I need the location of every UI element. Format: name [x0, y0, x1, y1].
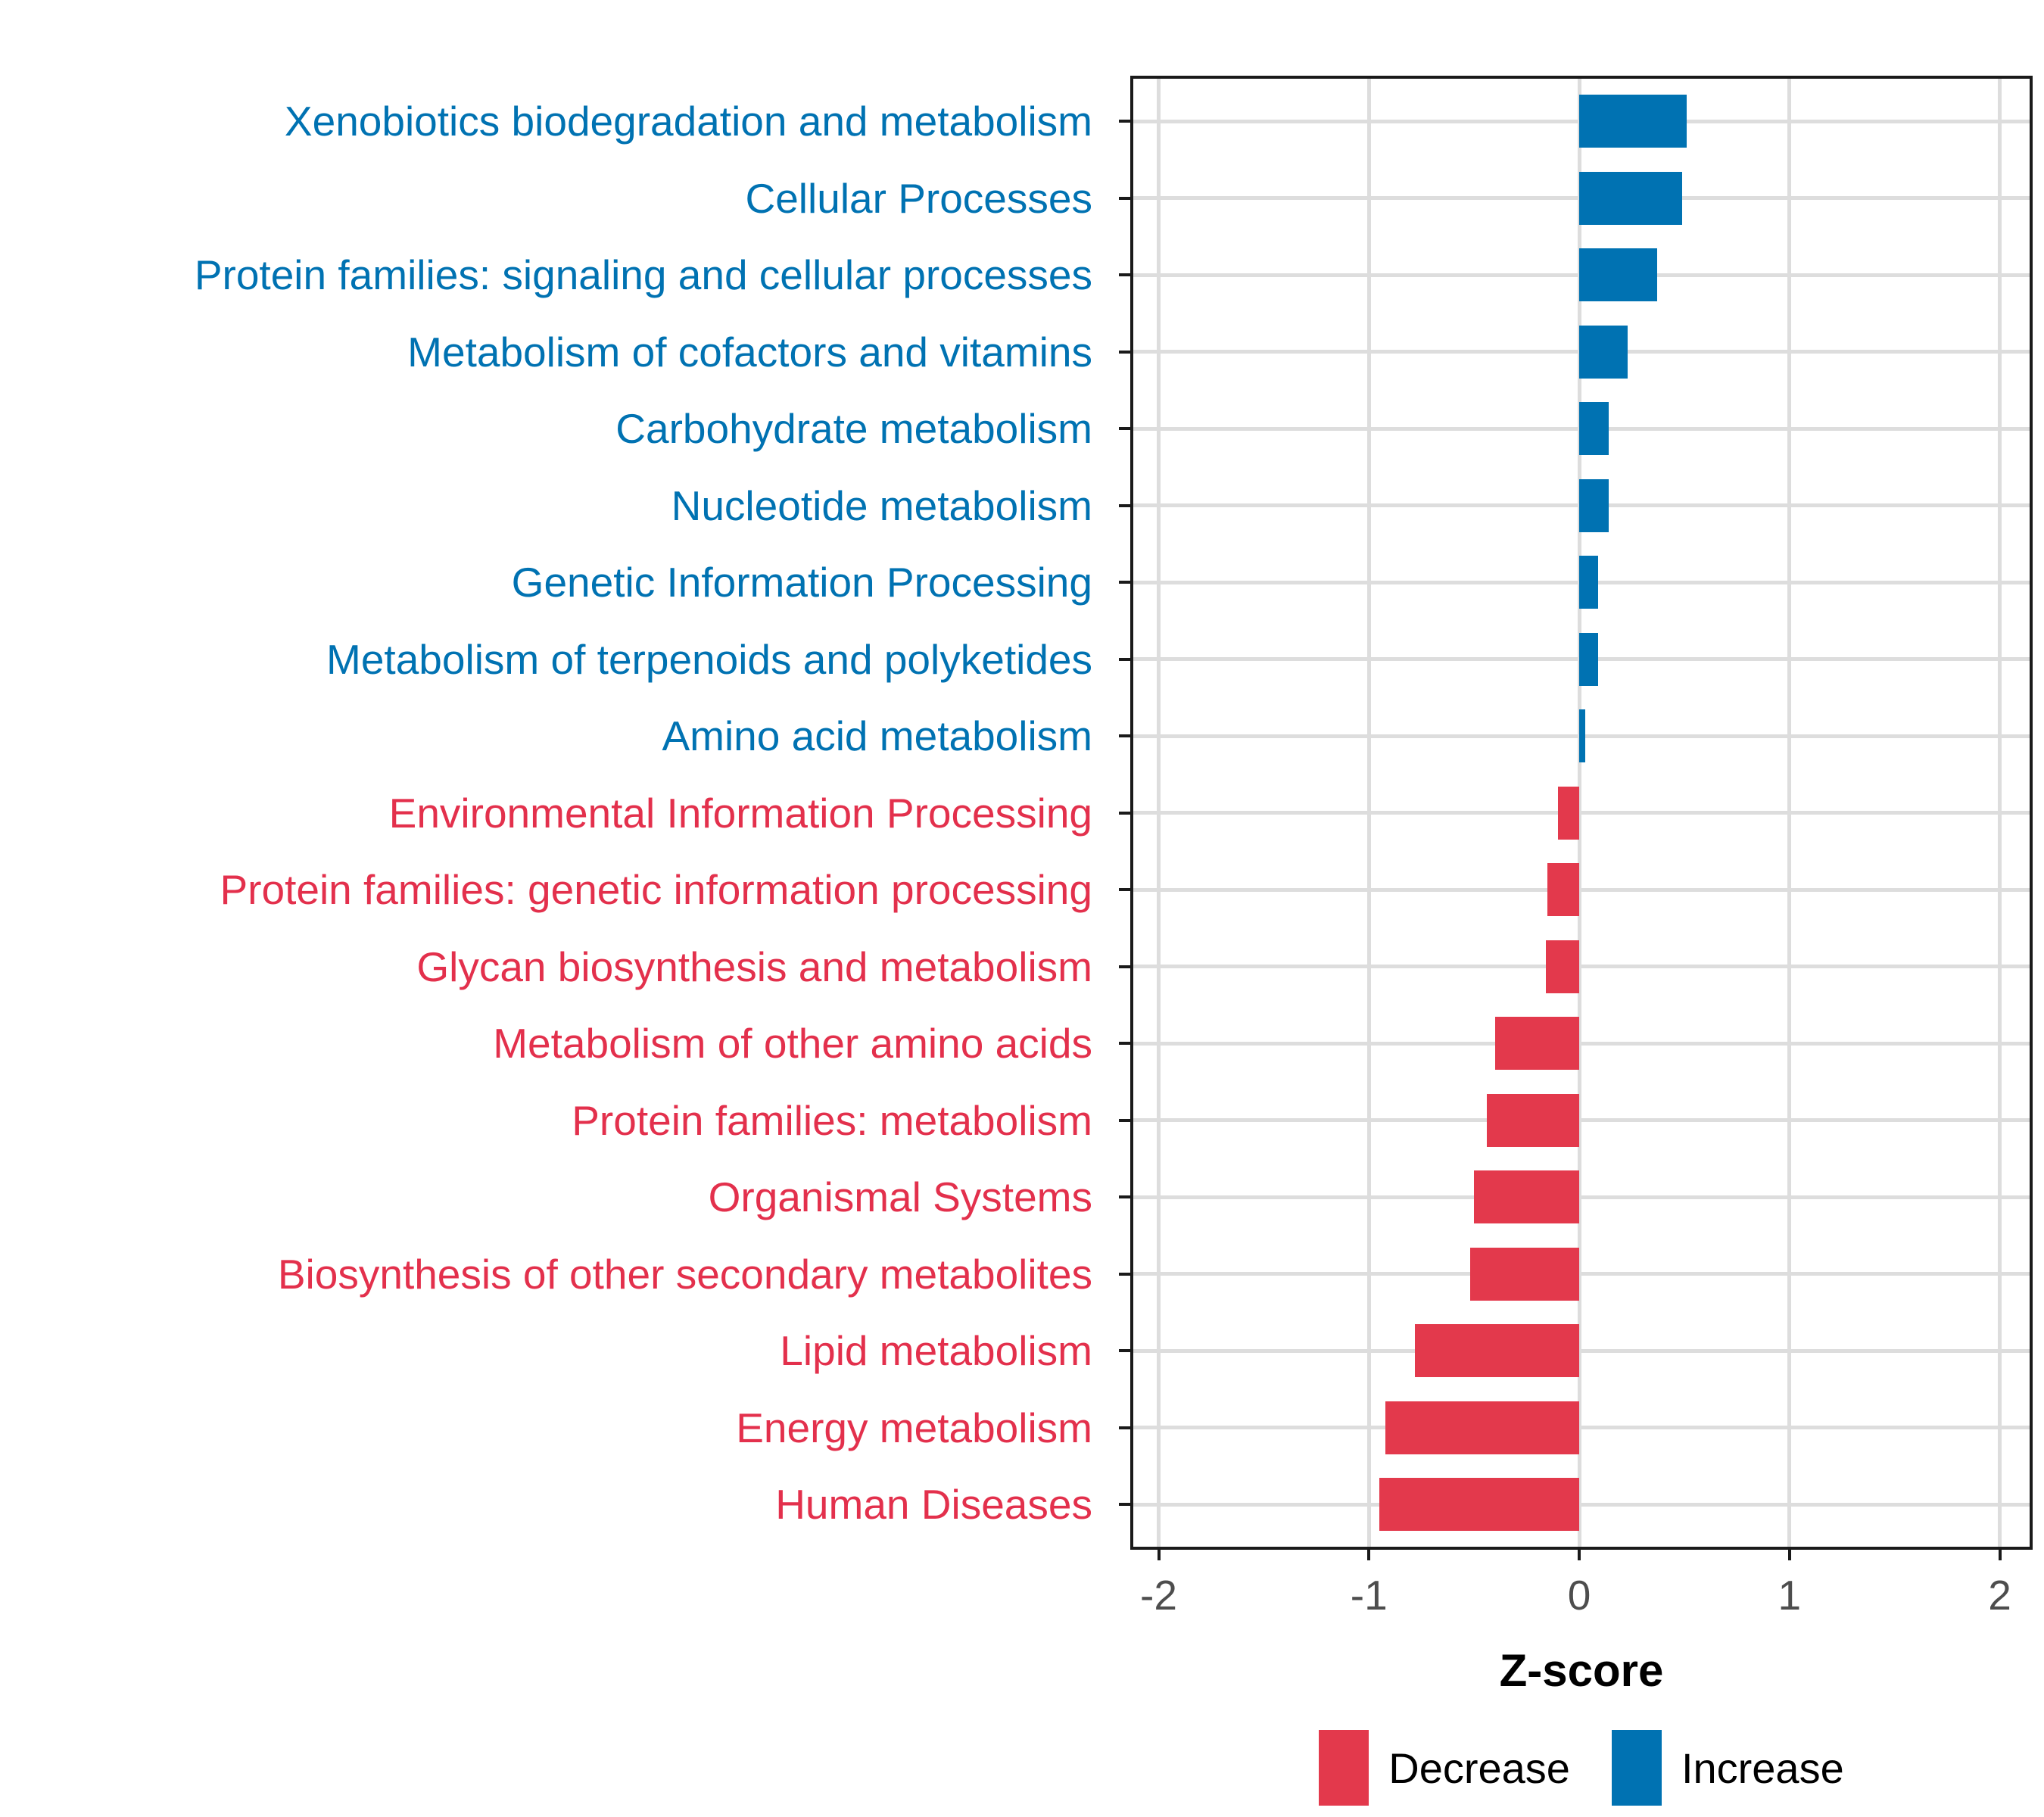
x-tick-label: -1: [1350, 1572, 1388, 1619]
y-axis-tick: [1119, 734, 1130, 737]
category-gridline: [1130, 1503, 2033, 1507]
category-gridline: [1130, 1272, 2033, 1276]
legend: [1130, 1730, 2033, 1806]
category-label: Organismal Systems: [708, 1173, 1092, 1220]
bar: [1579, 95, 1687, 148]
category-gridline: [1130, 1042, 2033, 1046]
x-tick-label: 1: [1778, 1572, 1802, 1619]
legend-item-increase: [1612, 1730, 1844, 1806]
category-label: Cellular Processes: [745, 174, 1092, 222]
y-axis-tick: [1119, 273, 1130, 276]
y-axis-tick: [1119, 120, 1130, 123]
bar: [1546, 940, 1579, 993]
legend-key-decrease-swatch: [1319, 1730, 1369, 1806]
category-label: Environmental Information Processing: [388, 789, 1092, 837]
category-gridline: [1130, 811, 2033, 815]
plot-panel: [1130, 76, 2033, 1550]
bar: [1579, 326, 1628, 379]
y-axis-tick: [1119, 1273, 1130, 1276]
y-axis-tick: [1119, 1349, 1130, 1352]
category-label: Xenobiotics biodegradation and metabolism: [284, 98, 1092, 145]
y-axis-tick: [1119, 581, 1130, 584]
bar: [1579, 172, 1682, 225]
legend-item-decrease: [1319, 1730, 1570, 1806]
category-gridline: [1130, 1426, 2033, 1429]
y-axis-tick: [1119, 658, 1130, 661]
category-gridline: [1130, 1349, 2033, 1353]
category-label: Genetic Information Processing: [511, 559, 1092, 606]
x-axis-tick: [1788, 1550, 1791, 1560]
bar: [1385, 1401, 1579, 1454]
bar: [1415, 1324, 1579, 1377]
x-axis-tick: [1578, 1550, 1581, 1560]
category-label: Energy metabolism: [736, 1404, 1092, 1451]
legend-key-increase-swatch: [1612, 1730, 1662, 1806]
y-axis-tick: [1119, 888, 1130, 891]
category-gridline: [1130, 1195, 2033, 1199]
category-label: Metabolism of terpenoids and polyketides: [326, 635, 1092, 683]
bar: [1474, 1170, 1579, 1223]
y-axis-tick: [1119, 197, 1130, 200]
category-label: Metabolism of cofactors and vitamins: [407, 328, 1092, 376]
y-axis-tick: [1119, 1426, 1130, 1429]
category-label: Human Diseases: [775, 1481, 1092, 1528]
x-tick-label: 2: [1988, 1572, 2011, 1619]
bar: [1579, 248, 1657, 301]
bar: [1495, 1017, 1579, 1070]
y-axis-tick: [1119, 427, 1130, 430]
bar: [1379, 1478, 1579, 1531]
bar: [1579, 556, 1598, 609]
category-gridline: [1130, 965, 2033, 968]
y-axis-tick: [1119, 1195, 1130, 1198]
x-axis-tick: [1999, 1550, 2002, 1560]
x-tick-label: -2: [1140, 1572, 1177, 1619]
category-label: Biosynthesis of other secondary metabolites: [277, 1250, 1092, 1298]
category-label: Glycan biosynthesis and metabolism: [416, 943, 1092, 990]
bar: [1558, 787, 1579, 840]
y-axis-tick: [1119, 965, 1130, 968]
category-label: Metabolism of other amino acids: [493, 1020, 1092, 1067]
category-label: Nucleotide metabolism: [671, 482, 1092, 529]
bar: [1470, 1248, 1579, 1301]
y-axis-tick: [1119, 1503, 1130, 1506]
category-label: Lipid metabolism: [780, 1327, 1092, 1374]
bar: [1487, 1094, 1579, 1147]
y-axis-tick: [1119, 351, 1130, 354]
y-axis-tick: [1119, 504, 1130, 507]
x-tick-label: 0: [1567, 1572, 1591, 1619]
x-axis-title: Z-score: [1499, 1645, 1664, 1696]
legend-label-increase: Increase: [1681, 1744, 1844, 1792]
bar: [1579, 479, 1609, 532]
category-label: Carbohydrate metabolism: [615, 405, 1092, 452]
x-axis-tick: [1158, 1550, 1161, 1560]
y-axis-tick: [1119, 812, 1130, 815]
y-axis-tick: [1119, 1119, 1130, 1122]
category-label: Protein families: genetic information processing: [220, 866, 1092, 913]
y-axis-tick: [1119, 1042, 1130, 1045]
x-axis-tick: [1367, 1550, 1370, 1560]
bar: [1579, 633, 1598, 686]
category-label: Protein families: signaling and cellular processes: [194, 251, 1092, 298]
bar: [1579, 709, 1585, 762]
category-gridline: [1130, 888, 2033, 892]
category-gridline: [1130, 1118, 2033, 1122]
legend-label-decrease: Decrease: [1388, 1744, 1570, 1792]
category-label: Protein families: metabolism: [572, 1096, 1092, 1144]
bar: [1579, 402, 1609, 455]
category-label: Amino acid metabolism: [662, 712, 1092, 759]
bar: [1547, 863, 1579, 916]
